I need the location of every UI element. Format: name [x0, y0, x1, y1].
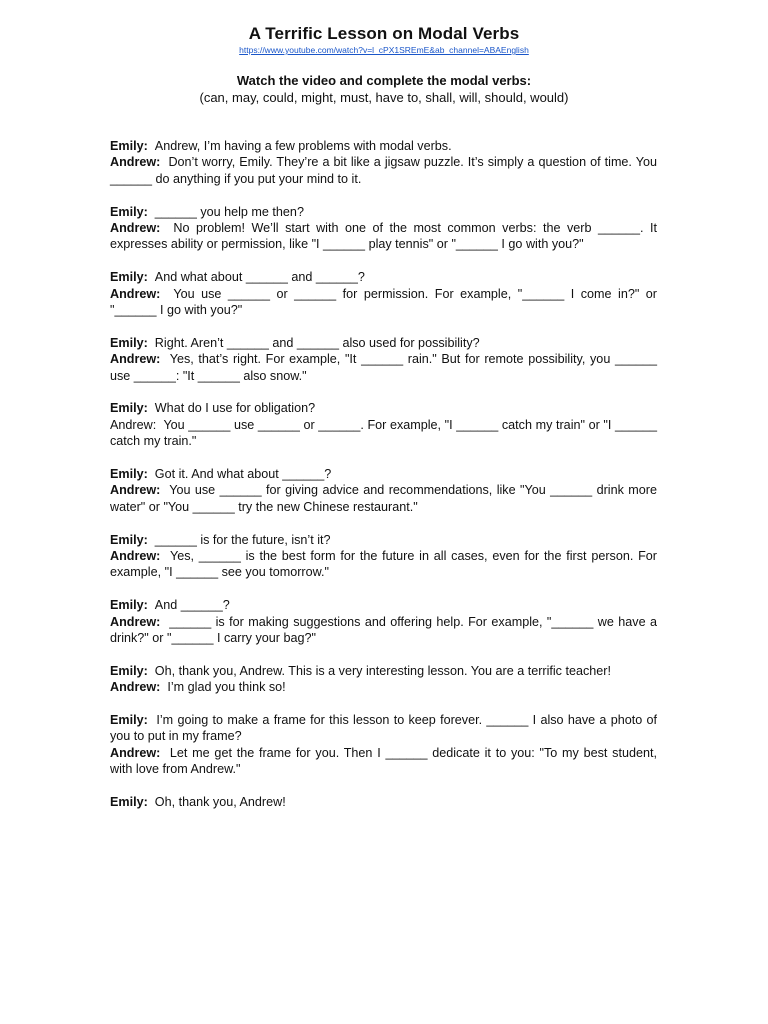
speaker-label: Andrew: [110, 680, 161, 695]
speaker-label: Andrew: [110, 417, 157, 432]
dialogue-line [110, 220, 657, 253]
page-title: A Terrific Lesson on Modal Verbs [248, 24, 520, 43]
dialogue-line [110, 548, 657, 581]
line-text: Don’t worry, Emily. They’re a bit like a jigsaw puzzle. It’s simply a question of time. You ______ do anything if you put your mind to it. [110, 155, 657, 186]
line-text: ______ you help me then? [154, 204, 304, 219]
speaker-label: Andrew: [110, 221, 161, 236]
line-text: ______ is for making suggestions and offering help. For example, "______ we have a drink?" or "______ I carry your bag?" [110, 614, 658, 646]
dialogue-line [110, 466, 657, 482]
dialogue-line [110, 138, 657, 154]
speaker-label: Andrew: [110, 549, 161, 564]
speaker-label: Andrew: [110, 614, 161, 629]
line-text: What do I use for obligation? [154, 401, 316, 416]
dialogue-line [110, 745, 657, 778]
dialogue-line [110, 400, 657, 416]
dialogue-line [110, 417, 657, 450]
speaker-label: Emily: [110, 467, 148, 482]
line-text: You use ______ or ______ for permission. For example, "______ I come in?" or "______ I go with you?" [110, 286, 657, 318]
dialogue-line [110, 482, 657, 515]
dialogue-line [110, 663, 657, 679]
speaker-label: Emily: [110, 335, 148, 350]
dialogue-line [110, 204, 657, 220]
speaker-label: Emily: [110, 139, 148, 153]
speaker-label: Andrew: [110, 352, 161, 367]
dialogue-line [110, 532, 657, 548]
speaker-label: Emily: [110, 713, 148, 728]
line-text: Yes, ______ is the best form for the future in all cases, even for the first person. For example, "I ______ see you tomorrow." [110, 549, 658, 580]
line-text: And ______? [154, 598, 230, 613]
line-text: Andrew, I’m having a few problems with modal verbs. [154, 139, 452, 153]
line-text: I’m going to make a frame for this lesson to keep forever. ______ I also have a photo of you to put in my frame? [110, 713, 658, 744]
line-text: ______ is for the future, isn’t it? [154, 532, 331, 547]
dialogue-line [110, 679, 657, 695]
video-link[interactable]: https://www.youtube.com/watch?v=l_cPX1SREmE&ab_channel=ABAEnglish [239, 45, 529, 55]
dialogue-line [110, 351, 657, 384]
speaker-label: Emily: [110, 663, 148, 678]
speaker-label: Emily: [110, 795, 148, 810]
dialogue-line [110, 794, 657, 810]
line-text: Oh, thank you, Andrew. This is a very interesting lesson. You are a terrific teacher! [154, 663, 611, 678]
speaker-label: Andrew: [110, 286, 161, 301]
dialogue-line [110, 335, 657, 351]
dialogue-line [110, 286, 657, 319]
instructions-heading: Watch the video and complete the modal verbs: [236, 73, 532, 88]
dialogue-line [110, 712, 657, 745]
speaker-label: Emily: [110, 532, 148, 547]
line-text: I’m glad you think so! [167, 680, 286, 695]
modal-verb-list: (can, may, could, might, must, have to, shall, will, should, would) [199, 90, 569, 105]
speaker-label: Emily: [110, 270, 148, 285]
dialogue [110, 138, 657, 811]
line-text: No problem! We’ll start with one of the most common verbs: the verb ______. It expresses ability or permission, like "I ______ play tennis" or "______ I go with you?" [110, 221, 658, 252]
speaker-label: Andrew: [110, 745, 161, 760]
line-text: Got it. And what about ______? [154, 467, 332, 482]
speaker-label: Emily: [110, 204, 148, 219]
line-text: Yes, that’s right. For example, "It ______ rain." But for remote possibility, you ______ use ______: "It ______ also snow." [110, 352, 658, 383]
line-text: Oh, thank you, Andrew! [154, 795, 286, 810]
speaker-label: Emily: [110, 598, 148, 613]
dialogue-line [110, 614, 657, 647]
dialogue-line [110, 269, 657, 285]
line-text: And what about ______ and ______? [154, 270, 365, 285]
speaker-label: Andrew: [110, 483, 161, 498]
line-text: You use ______ for giving advice and recommendations, like "You ______ drink more water" or "You ______ try the new Chinese restaurant." [110, 483, 657, 514]
line-text: Right. Aren’t ______ and ______ also used for possibility? [154, 335, 480, 350]
speaker-label: Andrew: [110, 155, 161, 170]
dialogue-line [110, 597, 657, 613]
line-text: Let me get the frame for you. Then I ______ dedicate it to you: "To my best student, with love from Andrew." [110, 745, 657, 777]
line-text: You ______ use ______ or ______. For example, "I ______ catch my train" or "I ______ catch my train." [110, 417, 657, 449]
speaker-label: Emily: [110, 401, 148, 416]
dialogue-line [110, 154, 657, 187]
